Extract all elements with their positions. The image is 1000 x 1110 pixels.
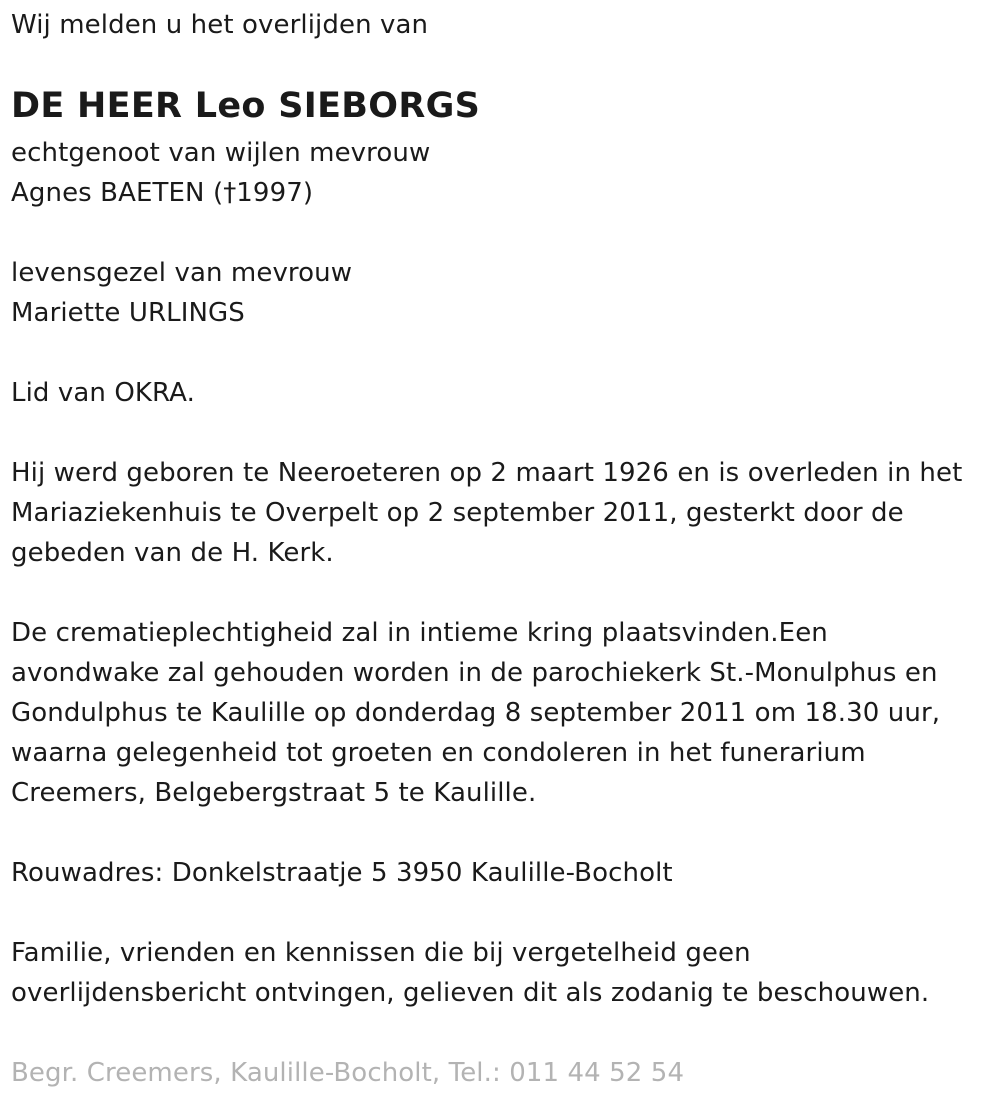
partner-line-2: Mariette URLINGS (11, 298, 245, 328)
intro-text: Wij melden u het overlijden van (11, 10, 429, 40)
closing-line: Familie, vrienden en kennissen die bij vergetelheid geen (11, 938, 751, 968)
deceased-name: DE HEER Leo SIEBORGS (11, 86, 481, 126)
ceremony-line: waarna gelegenheid tot groeten en condoleren in het funerarium (11, 738, 866, 768)
ceremony-line: Creemers, Belgebergstraat 5 te Kaulille. (11, 778, 537, 808)
undertaker-footer: Begr. Creemers, Kaulille-Bocholt, Tel.: 011 44 52 54 (11, 1058, 685, 1088)
ceremony-line: avondwake zal gehouden worden in de parochiekerk St.-Monulphus en (11, 658, 938, 688)
ceremony-line: De crematieplechtigheid zal in intieme kring plaatsvinden.Een (11, 618, 828, 648)
birth-death-line: Mariaziekenhuis te Overpelt op 2 september 2011, gesterkt door de (11, 498, 904, 528)
spouse-line-1: echtgenoot van wijlen mevrouw (11, 138, 431, 168)
birth-death-line: Hij werd geboren te Neeroeteren op 2 maart 1926 en is overleden in het (11, 458, 963, 488)
partner-line-1: levensgezel van mevrouw (11, 258, 353, 288)
mourning-address: Rouwadres: Donkelstraatje 5 3950 Kaulille-Bocholt (11, 858, 673, 888)
birth-death-line: gebeden van de H. Kerk. (11, 538, 334, 568)
membership-text: Lid van OKRA. (11, 378, 195, 408)
ceremony-line: Gondulphus te Kaulille op donderdag 8 september 2011 om 18.30 uur, (11, 698, 941, 728)
closing-line: overlijdensbericht ontvingen, gelieven dit als zodanig te beschouwen. (11, 978, 930, 1008)
spouse-line-2: Agnes BAETEN (†1997) (11, 178, 314, 208)
